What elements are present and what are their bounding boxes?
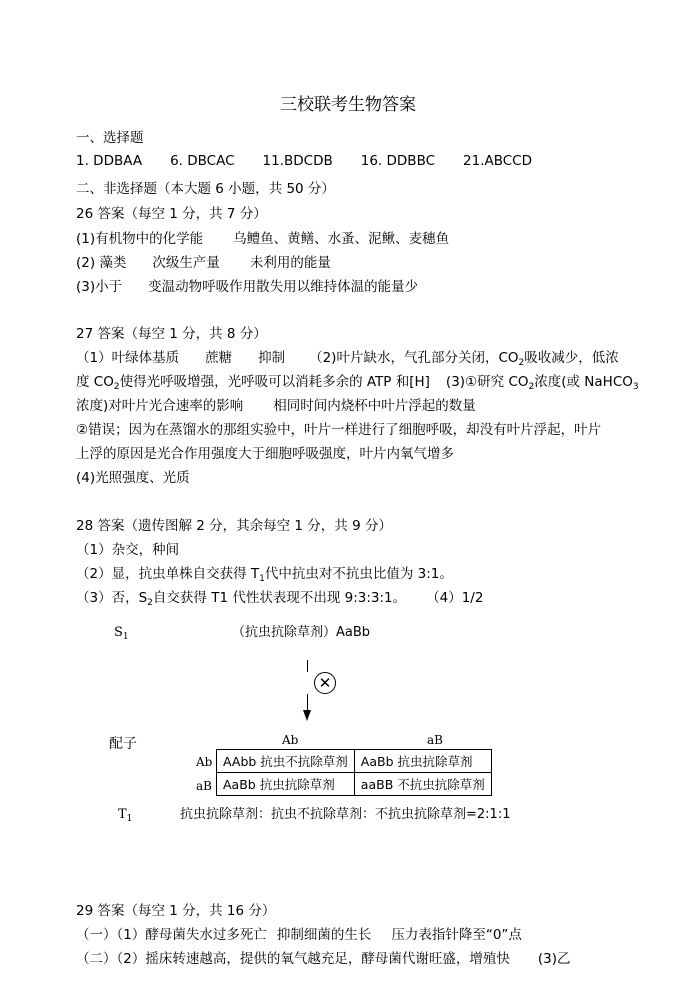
page-title: 三校联考生物答案 (280, 95, 416, 115)
table-cell: AaBb 抗虫抗除草剂 (354, 750, 491, 773)
row-header: Ab (196, 755, 213, 769)
q28-line-3 (76, 589, 483, 612)
row-header: aB (196, 779, 212, 793)
q29-answer: 压力表指针降至“0”点 (391, 927, 522, 943)
q27-line-1 (76, 349, 619, 372)
choice-answer: 11.BDCDB (262, 153, 333, 169)
q29-answer: （一）（1）酵母菌失水过多死亡 (76, 927, 267, 943)
q26-answer: (3)小于 (76, 279, 123, 295)
q27-answer: 浓度(或 NaHCO (534, 374, 633, 390)
q28-answer: 自交获得 T1 代性状表现不出现 9:3:3:1。 (152, 590, 407, 606)
q28-line-1: （1）杂交，种间 (76, 542, 180, 558)
q26-answer: (1)有机物中的化学能 (76, 231, 204, 247)
choice-answer: 21.ABCCD (463, 153, 532, 169)
section-heading-nonchoice: 二、非选择题（本大题 6 小题，共 50 分） (76, 181, 335, 197)
q28-line-2 (76, 565, 453, 588)
parent-label (114, 624, 129, 646)
table-cell: AaBb 抗虫抗除草剂 (217, 773, 355, 796)
q27-answer: 抑制 (258, 350, 286, 366)
subscript: 1 (259, 574, 265, 584)
col-header: Ab (282, 733, 299, 747)
table-row (217, 750, 492, 773)
q27-answer: （2)叶片缺水，气孔部分关闭，CO (309, 350, 519, 366)
q26-line-3 (76, 278, 418, 296)
offspring-label (118, 806, 132, 828)
q29-answer: 抑制细菌的生长 (276, 927, 372, 943)
choice-answer: 1. DDBAA (76, 153, 143, 169)
q27-answer: 使得光呼吸增强，光呼吸可以消耗多余的 ATP 和[H] (119, 374, 430, 390)
choice-answer: 6. DBCAC (170, 153, 235, 169)
subscript: 2 (528, 382, 535, 392)
table-cell: AAbb 抗虫不抗除草剂 (217, 750, 355, 773)
q29-answer: （二）（2）摇床转速越高，提供的氧气越充足，酵母菌代谢旺盛，增殖快 (76, 951, 510, 967)
q26-heading: 26 答案（每空 1 分，共 7 分） (76, 206, 267, 222)
q27-line-6: (4)光照强度、光质 (76, 470, 190, 486)
q29-heading: 29 答案（每空 1 分，共 16 分） (76, 903, 276, 919)
q27-line-2 (76, 373, 639, 396)
choice-answer: 16. DDBBC (360, 153, 436, 169)
q27-answer: 蔗糖 (205, 350, 233, 366)
q28-answer: 代中抗虫对不抗虫比值为 3:1。 (264, 566, 453, 582)
cross-symbol-icon: ✕ (314, 672, 336, 694)
q29-line-2 (76, 950, 570, 968)
offspring-ratio: 抗虫抗除草剂：抗虫不抗除草剂：不抗虫抗除草剂=2:1:1 (180, 807, 511, 822)
q27-heading: 27 答案（每空 1 分，共 8 分） (76, 326, 267, 342)
q27-line-5: 上浮的原因是光合作用强度大于细胞呼吸强度，叶片内氧气增多 (76, 446, 454, 462)
q26-line-1 (76, 230, 449, 248)
subscript: 1 (126, 814, 133, 824)
arrow-line (307, 694, 308, 711)
gamete-label: 配子 (109, 736, 137, 752)
q26-answer: 次级生产量 (152, 255, 220, 271)
subscript: 3 (632, 382, 639, 392)
q26-answer: 乌鳢鱼、黄鳝、水蚤、泥鳅、麦穗鱼 (233, 231, 450, 247)
punnett-square (216, 749, 492, 796)
subscript: 1 (122, 632, 129, 642)
q26-answer: (2) 藻类 (76, 255, 127, 271)
q26-answer: 变温动物呼吸作用散失用以维持体温的能量少 (148, 279, 419, 295)
q29-answer: (3)乙 (537, 951, 571, 967)
q28-answer: （4）1/2 (426, 590, 484, 606)
q27-line-3 (76, 397, 476, 415)
q27-answer: （1）叶绿体基质 (76, 350, 180, 366)
subscript: 2 (518, 358, 525, 368)
arrow-line (307, 660, 308, 672)
choice-answers-row (76, 152, 532, 170)
offspring-symbol: T (118, 807, 127, 822)
subscript: 2 (147, 598, 153, 608)
q27-answer: 浓度)对叶片光合速率的影响 (76, 398, 244, 414)
q29-line-1 (76, 926, 522, 944)
parent-genotype: （抗虫抗除草剂）AaBb (232, 625, 371, 640)
q26-line-2 (76, 254, 331, 272)
q28-answer: （3）否，S (76, 590, 148, 606)
q27-answer: 度 CO (76, 374, 114, 390)
q28-heading: 28 答案（遗传图解 2 分，其余每空 1 分，共 9 分） (76, 518, 392, 534)
subscript: 2 (113, 382, 120, 392)
q26-answer: 未利用的能量 (249, 255, 331, 271)
col-header: aB (427, 733, 443, 747)
table-row (217, 773, 492, 796)
parent-symbol: S (114, 625, 123, 640)
section-heading-choice: 一、选择题 (76, 130, 144, 146)
q27-answer: (3)①研究 CO (445, 374, 529, 390)
q27-answer: 吸收减少，低浓 (524, 350, 619, 366)
q28-answer: （2）显，抗虫单株自交获得 T (76, 566, 260, 582)
table-cell: aaBB 不抗虫抗除草剂 (354, 773, 491, 796)
arrow-head-icon (303, 710, 311, 721)
q27-answer: 相同时间内烧杯中叶片浮起的数量 (273, 398, 476, 414)
q27-line-4: ②错误；因为在蒸馏水的那组实验中，叶片一样进行了细胞呼吸，却没有叶片浮起，叶片 (76, 422, 602, 438)
